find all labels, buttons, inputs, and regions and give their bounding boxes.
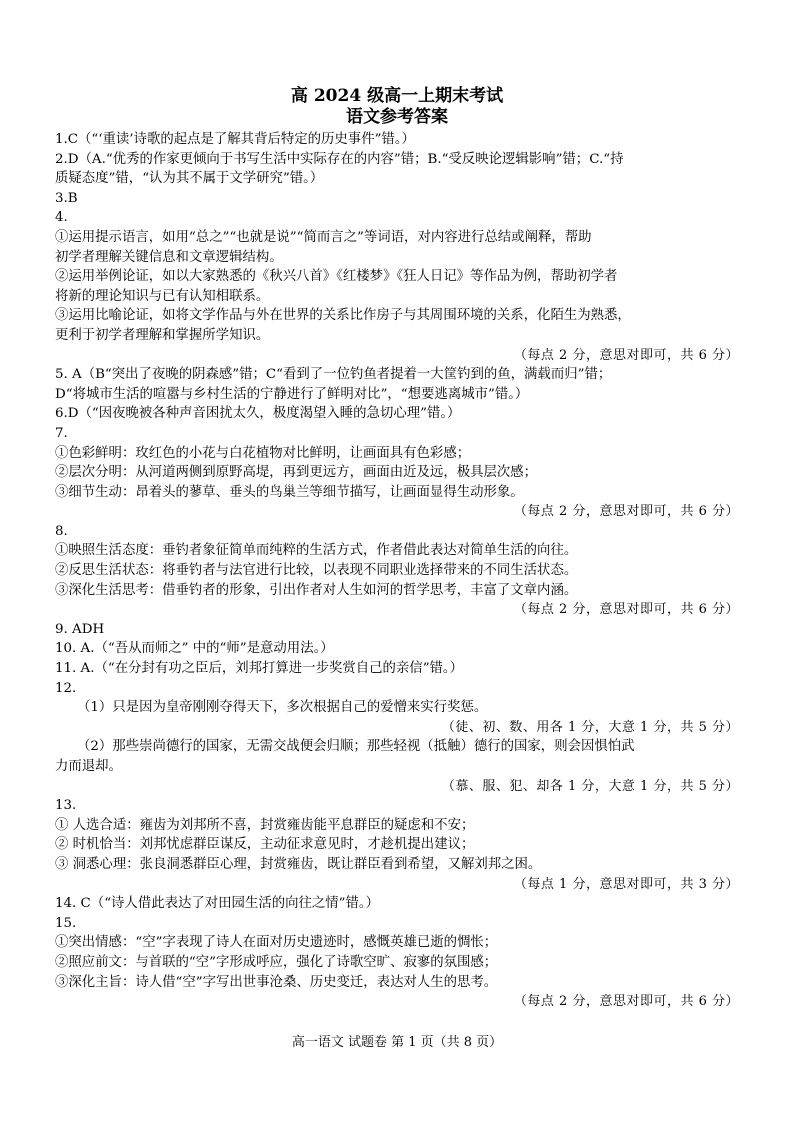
answer-q15-point2: ②照应前文：与首联的“空”字形成呼应，强化了诗歌空旷、寂寥的氛围感； [55,954,498,970]
answer-q4-point1-line2: 初学者理解关键信息和文章逻辑结构。 [55,249,283,265]
answer-q15-scoring: （每点 2 分，意思对即可，共 6 分） [513,994,739,1010]
answer-q2-line1: 2.D（A.“优秀的作家更倾向于书写生活中实际存在的内容”错；B.“受反映论逻辑影响”错；C.“持 [55,151,624,167]
answer-q12-part2-line2: 力而退却。 [55,759,122,774]
answer-q14: 14. C（“诗人借此表达了对田园生活的向往之情”错。） [55,896,379,912]
answer-q12-number: 12. [55,680,77,696]
answer-q11: 11. A.（“在分封有功之臣后，刘邦打算进一步奖赏自己的亲信”错。） [55,661,464,677]
answer-q7-scoring: （每点 2 分，意思对即可，共 6 分） [513,504,739,520]
answer-q7-point2: ②层次分明：从河道两侧到原野高堤，再到更远方，画面由近及远，极具层次感； [55,465,538,481]
answer-q13-point3: ③ 洞悉心理：张良洞悉群臣心理，封赏雍齿，既让群臣看到希望，又解刘邦之困。 [55,856,542,872]
answer-q9: 9. ADH [55,621,105,637]
answer-q4-point3-line2: 更利于初学者理解和掌握所学知识。 [55,327,270,343]
answer-q13-point2: ② 时机恰当：刘邦忧虑群臣谋反，主动征求意见时，才趁机提出建议； [55,837,475,853]
answer-q4-point1-line1: ①运用提示语言，如用“总之”“也就是说”“简而言之”等词语，对内容进行总结或阐释，帮助 [55,229,592,245]
answer-q8-point3: ③深化生活思考：借垂钓者的形象，引出作者对人生如河的哲学思考，丰富了文章内涵。 [55,582,578,598]
answer-q12-part2-line1: （2）那些崇尚德行的国家，无需交战便会归顺；那些轻视（抵触）德行的国家，则会因惧怕武 [77,739,635,755]
answer-q12-part1-scoring: （徒、初、数、用各 1 分，大意 1 分，共 5 分） [441,719,739,735]
answer-q12-part1: （1）只是因为皇帝刚刚夺得天下，多次根据自己的爱憎来实行奖惩。 [77,700,488,716]
answer-q7-point3: ③细节生动：昂着头的蓼草、垂头的鸟巢兰等细节描写，让画面显得生动形象。 [55,484,524,500]
answer-q15-point3: ③深化主旨：诗人借“空”字写出世事沧桑、历史变迁，表达对人生的思考。 [55,974,498,990]
page-title: 高 2024 级高一上期末考试 [290,86,504,106]
answer-q12-part2-scoring: （慕、服、犯、却各 1 分，大意 1 分，共 5 分） [441,778,739,794]
answer-q8-point1: ①映照生活态度：垂钓者象征简单而纯粹的生活方式，作者借此表达对简单生活的向往。 [55,543,578,559]
answer-q4-number: 4. [55,210,68,226]
answer-q5-line1: 5. A（B“突出了夜晚的阴森感”错；C“看到了一位钓鱼者提着一大筐钓到的鱼，满载而归”错； [55,367,612,383]
page-footer: 高一语文 试题卷 第 1 页（共 8 页） [291,1035,503,1050]
answer-q4-point3-line1: ③运用比喻论证，如将文学作品与外在世界的关系比作房子与其周围环境的关系，化陌生为熟悉， [55,308,631,324]
answer-q13-number: 13. [55,798,77,814]
answer-q7-point1: ①色彩鲜明：玫红色的小花与白花植物对比鲜明，让画面具有色彩感； [55,445,471,461]
answer-q15-number: 15. [55,915,77,931]
answer-q8-scoring: （每点 2 分，意思对即可，共 6 分） [513,602,739,618]
answer-q3: 3.B [55,190,78,206]
answer-q10: 10. A.（“吾从而师之” 中的“师”是意动用法。） [55,641,334,657]
answer-q6: 6.D（“因夜晚被各种声音困扰太久，极度渴望入睡的急切心理”错。） [55,406,461,422]
answer-q4-scoring: （每点 2 分，意思对即可，共 6 分） [513,347,739,363]
answer-q1: 1.C（“‘重读’诗歌的起点是了解其背后特定的历史事件”错。） [55,132,415,147]
answer-q8-number: 8. [55,523,68,539]
answer-q15-point1: ①突出情感：“空”字表现了诗人在面对历史遗迹时，感慨英雄已逝的惆怅； [55,935,498,951]
answer-q4-point2-line2: 将新的理论知识与已有认知相联系。 [55,288,270,304]
page-subtitle: 语文参考答案 [346,107,448,127]
answer-q7-number: 7. [55,425,68,441]
answer-q8-point2: ②反思生活状态：将垂钓者与法官进行比较，以表现不同职业选择带来的不同生活状态。 [55,563,578,579]
answer-q13-point1: ① 人选合适：雍齿为刘邦所不喜，封赏雍齿能平息群臣的疑虑和不安； [55,817,475,833]
answer-content [55,130,745,1012]
answer-q2-line2: 质疑态度”错，“认为其不属于文学研究”错。） [55,171,324,187]
answer-q5-line2: D“将城市生活的喧嚣与乡村生活的宁静进行了鲜明对比”，“想要逃离城市”错。） [55,386,529,402]
answer-q4-point2-line1: ②运用举例论证，如以大家熟悉的《秋兴八首》《红楼梦》《狂人日记》等作品为例，帮助初学者 [55,269,618,285]
answer-q13-scoring: （每点 1 分，意思对即可，共 3 分） [513,876,739,892]
